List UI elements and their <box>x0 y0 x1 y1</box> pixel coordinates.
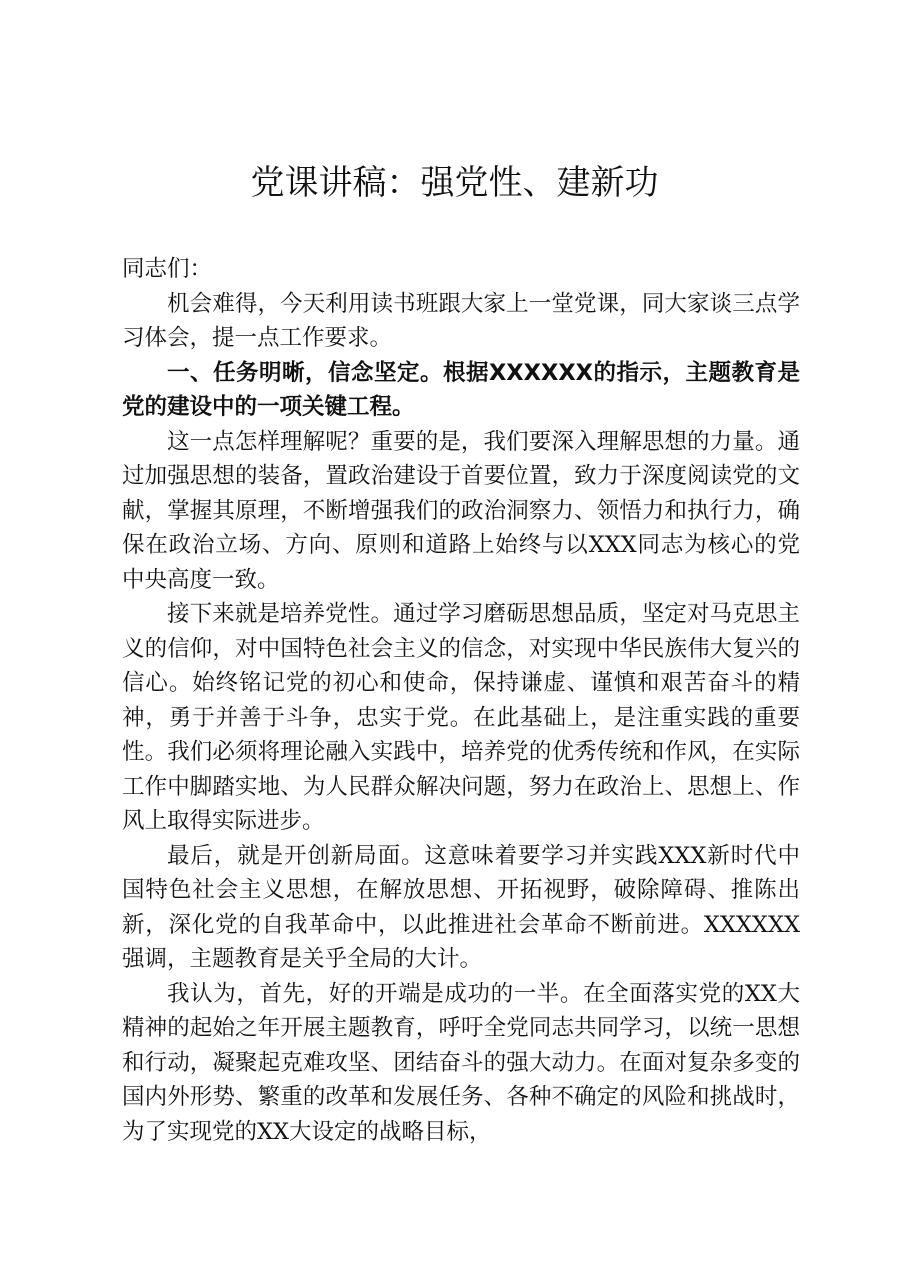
section-heading-1: 一、任务明晰，信念坚定。根据XXXXXX的指示，主题教育是党的建设中的一项关键工程。 <box>122 359 800 420</box>
paragraph-good-start: 我认为，首先，好的开端是成功的一半。在全面落实党的XX大精神的起始之年开展主题教育，呼吁全党同志共同学习，以统一思想和行动，凝聚起克难攻坚、团结奋斗的强大动力。在面对复杂多变的国内外形势、繁重的改革和发展任务、各种不确定的风险和挑战时，为了实现党的XX大设定的战略目标， <box>122 980 800 1145</box>
paragraph-understanding: 这一点怎样理解呢？重要的是，我们要深入理解思想的力量。通过加强思想的装备，置政治建设于首要位置，致力于深度阅读党的文献，掌握其原理，不断增强我们的政治洞察力、领悟力和执行力，确保在政治立场、方向、原则和道路上始终与以XXX同志为核心的党中央高度一致。 <box>122 428 800 593</box>
paragraph-party-spirit: 接下来就是培养党性。通过学习磨砺思想品质，坚定对马克思主义的信仰，对中国特色社会主义的信念，对实现中华民族伟大复兴的信心。始终铭记党的初心和使命，保持谦虚、谨慎和艰苦奋斗的精神，勇于并善于斗争，忠实于党。在此基础上，是注重实践的重要性。我们必须将理论融入实践中，培养党的优秀传统和作风，在实际工作中脚踏实地、为人民群众解决问题，努力在政治上、思想上、作风上取得实际进步。 <box>122 601 800 834</box>
document-title: 党课讲稿：强党性、建新功 <box>250 163 659 203</box>
paragraph-new-situation: 最后，就是开创新局面。这意味着要学习并实践XXX新时代中国特色社会主义思想，在解放思想、开拓视野，破除障碍、推陈出新，深化党的自我革命中，以此推进社会革命不断前进。XXXXXX强调，主题教育是关乎全局的大计。 <box>122 842 800 972</box>
document-body <box>122 252 800 1149</box>
salutation: 同志们： <box>122 256 213 282</box>
paragraph-intro: 机会难得，今天利用读书班跟大家上一堂党课，同大家谈三点学习体会，提一点工作要求。 <box>122 290 800 351</box>
